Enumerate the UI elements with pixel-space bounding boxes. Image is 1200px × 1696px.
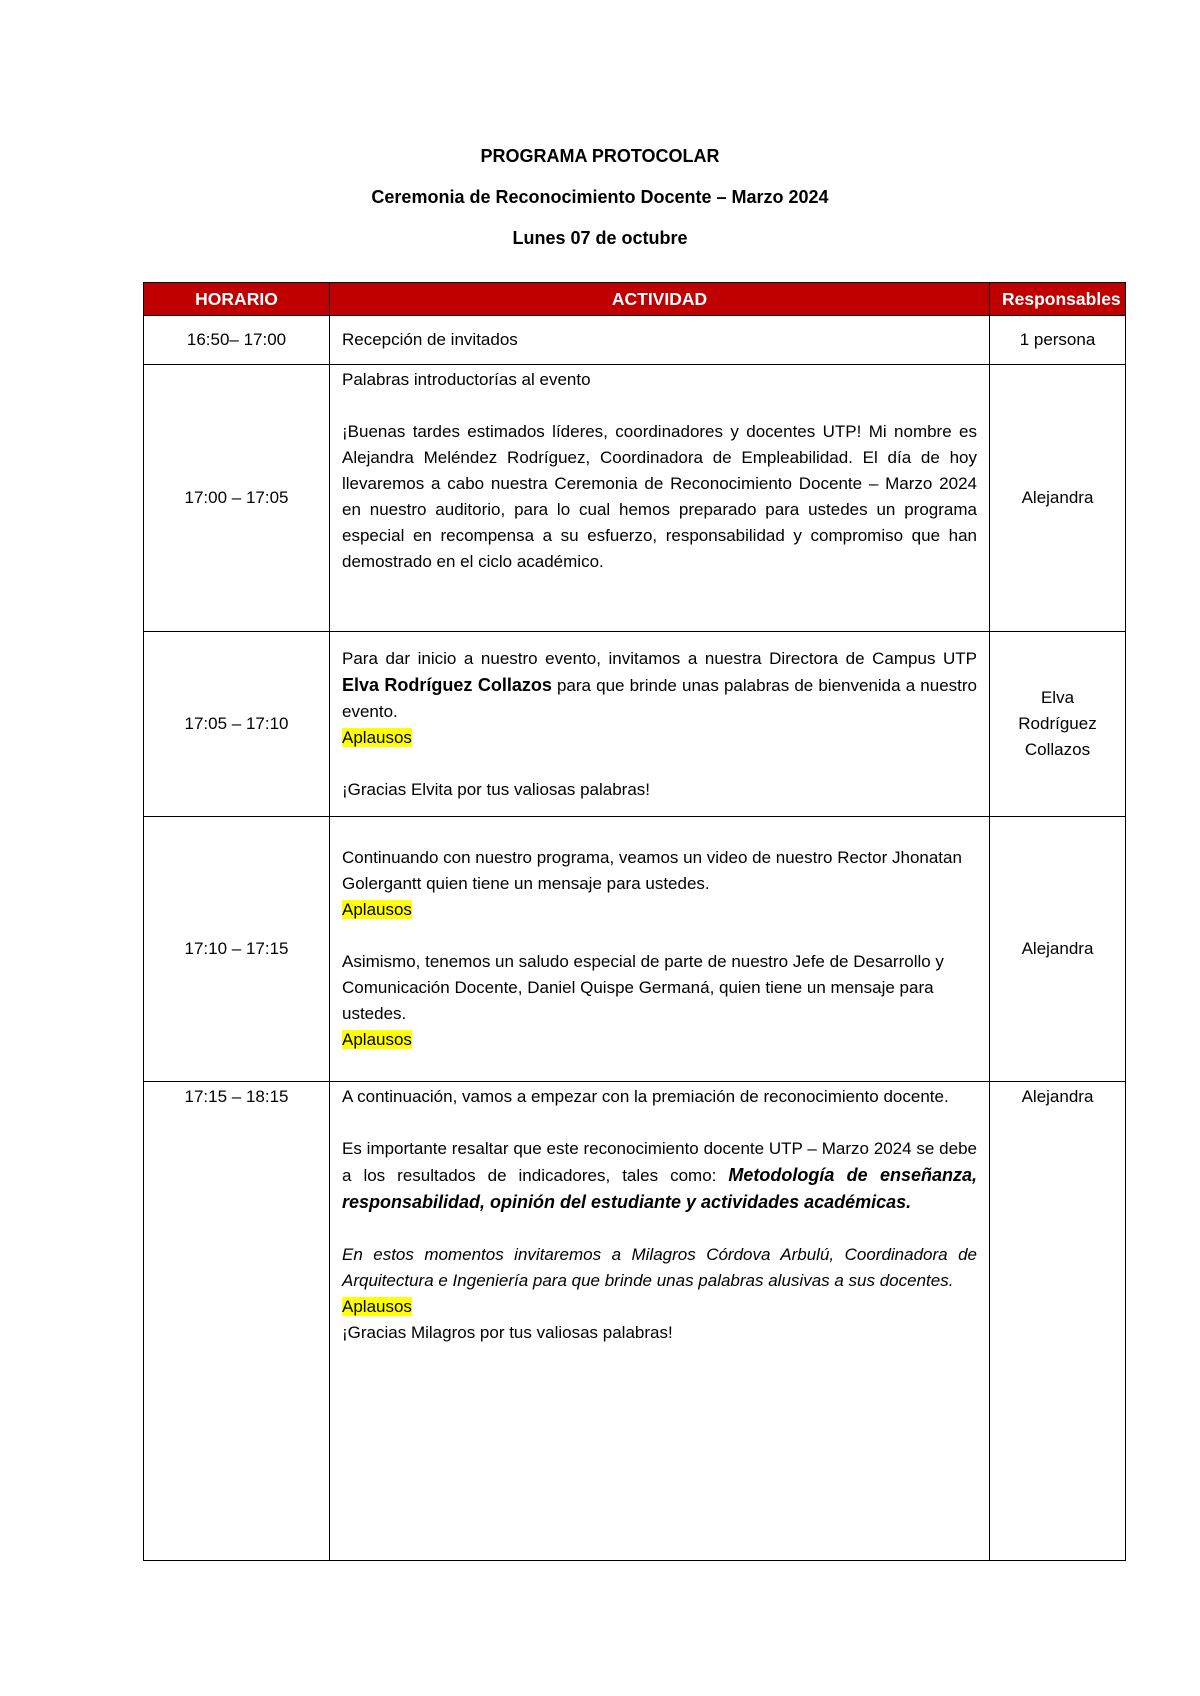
column-header-time: HORARIO [144,283,330,316]
rector-video-text: Continuando con nuestro programa, veamos un video de nuestro Rector Jhonatan Golergantt quien tiene un mensaje para ustedes. [342,848,962,893]
table-row [144,632,1126,817]
thanks-text: ¡Gracias Elvita por tus valiosas palabras! [342,779,651,799]
coordinator-invitation: En estos momentos invitaremos a Milagros Córdova Arbulú, Coordinadora de Arquitectura e Ingeniería para que brinde unas palabras alusivas a sus docentes. [342,1245,977,1290]
director-invitation: Para dar inicio a nuestro evento, invitamos a nuestra Directora de Campus UTP Elva Rodríguez Collazos para que brinde unas palabras de bienvenida a nuestro evento. [342,648,977,721]
row-activity [330,817,990,1082]
row-activity [330,1082,990,1561]
table-row [144,1082,1126,1561]
column-header-activity: ACTIVIDAD [330,283,990,316]
applause-cue: Aplausos [342,1297,412,1316]
welcome-speech: ¡Buenas tardes estimados líderes, coordinadores y docentes UTP! Mi nombre es Alejandra Meléndez Rodríguez, Coordinadora de Empleabilidad. El día de hoy llevaremos a cabo nuestra Ceremonia de Reconocimiento Docente – Marzo 2024 en nuestro auditorio, para lo cual hemos preparado para ustedes un programa especial en recompensa a su esfuerzo, responsabilidad y compromiso que han demostrado en el ciclo académico. [342,422,977,571]
row-responsible: 1 persona [990,316,1126,365]
award-intro-text: A continuación, vamos a empezar con la premiación de reconocimiento docente. [342,1087,949,1106]
row-activity [330,632,990,817]
row-time: 17:05 – 17:10 [144,632,330,817]
award-criteria: Metodología de enseñanza, responsabilidad, opinión del estudiante y actividades académicas. [342,1165,977,1212]
table-row [144,316,1126,365]
program-table [143,282,1126,1561]
table-header-row [144,283,1126,316]
row-time: 17:00 – 17:05 [144,365,330,632]
director-name: Elva Rodríguez Collazos [342,674,552,695]
applause-cue: Aplausos [342,900,412,919]
row-responsible: Alejandra [990,365,1126,632]
document-title: PROGRAMA PROTOCOLAR [480,146,720,166]
thanks-text: ¡Gracias Milagros por tus valiosas palabras! [342,1323,673,1342]
special-greeting-text: Asimismo, tenemos un saludo especial de parte de nuestro Jefe de Desarrollo y Comunicación Docente, Daniel Quispe Germaná, quien tiene un mensaje para ustedes. [342,952,944,1023]
table-row [144,817,1126,1082]
row-responsible: Alejandra [990,817,1126,1082]
row-responsible: Alejandra [990,1082,1126,1561]
document-date: Lunes 07 de octubre [512,228,688,248]
column-header-responsible: Responsables [990,283,1126,316]
row-activity: Recepción de invitados [330,316,990,365]
applause-cue: Aplausos [342,727,412,747]
row-activity [330,365,990,632]
applause-cue: Aplausos [342,1030,412,1049]
row-time: 17:10 – 17:15 [144,817,330,1082]
table-row [144,365,1126,632]
row-time: 16:50– 17:00 [144,316,330,365]
intro-text: Palabras introductorías al evento [342,370,591,389]
row-responsible: Elva Rodríguez Collazos [990,632,1126,817]
row-time: 17:15 – 18:15 [144,1082,330,1561]
document-subtitle: Ceremonia de Reconocimiento Docente – Marzo 2024 [371,187,829,207]
award-criteria-text: Es importante resaltar que este reconocimiento docente UTP – Marzo 2024 se debe a los resultados de indicadores, tales como: Metodología de enseñanza, responsabilidad, opinión del estudiante y actividades académicas. [342,1139,977,1212]
